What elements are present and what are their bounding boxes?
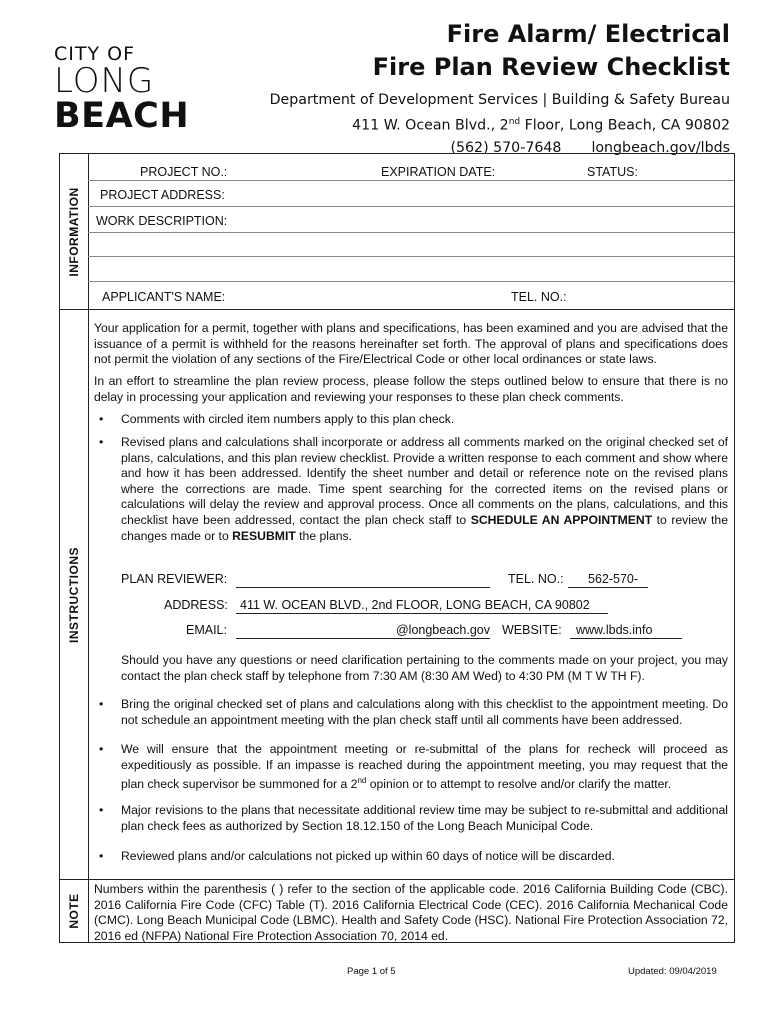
bullet-appointment: • We will ensure that the appointment meeting or re-submittal of the plans for recheck will proceed as expeditiously as possible. If an impasse is reached during the appointment meeting, you may request that the plan check supervisor be summoned for a 2nd opinion or to attempt to resolve and/or clarify the matter. [121, 742, 728, 793]
title-line-1: Fire Alarm/ Electrical [446, 20, 730, 48]
reviewer-tel-label: TEL. NO.: [508, 572, 564, 586]
note-tab: NOTE [60, 880, 89, 942]
intro-paragraph: Your application for a permit, together with plans and specifications, has been examined and you are advised that the issuance of a permit is withheld for the reasons hereinafter set forth. The approval of plans and specifications does not permit the violation of any sections of the Fire/Electrical Code or other local ordinances or state laws. [94, 321, 728, 367]
expiration-date-label: EXPIRATION DATE: [381, 165, 496, 179]
checklist-frame: INFORMATION PROJECT NO.: EXPIRATION DATE: STATUS: PROJECT ADDRESS: WORK DESCRIPTION: APPLICANT'S NAME: TEL. NO.: INSTRUCTIONS Your application for a permit, together with plans and specifications, has been examined and you are advised that the issuance of a permit is withheld for the reasons hereinafter set forth. The approval of plans and specifications does not permit the violation of any sections of the Fire/Electrical Code or other local ordinances or state laws. In an effort to streamline the plan review process, please follow the steps outlined below to ensure that there is no delay in processing your application and reviewing your responses to these plan check comments. • Comments with circled item numbers apply to this plan check. • Revised plans and calculations shall incorporate or address all comments marked on the original checked set of plans, calculations, and this plan review checklist. Provide a written response to each comment and show where and how it has been addressed. Identify the sheet number and detail or reference note on the revised plans where the corrections are made. Time spent searching for the corrected items on the revised plans or calculations will delay the review and approval process. Once all comments on the plans, calculations, and this checklist have been addressed, contact the plan check staff to SCHEDULE AN APPOINTMENT to review the changes made or to RESUBMIT the plans. PLAN REVIEWER: TEL. NO.: 562-570- ADDRESS: 411 W. OCEAN BLVD., 2nd FLOOR, LONG BEACH, CA 90802 EMAIL: @longbeach.gov WEBSITE: www.lbds.info Should you have any questions or need clarification pertaining to the comments made on your project, you may contact the plan check staff by telephone from 7:30 AM (8:30 AM Wed) to 4:30 PM (M T W TH F). • Bring the original checked set of plans and calculations along with this checklist to the appointment meeting. Do not schedule an appointment meeting with the plan check staff until all comments have been addressed. • We will ensure that the appointment meeting or re-submittal of the plans for recheck will proceed as expeditiously as possible. If an impasse is reached during the appointment meeting, you may request that the plan check supervisor be summoned for a 2nd opinion or to attempt to resolve and/or clarify the matter. • Major revisions to the plans that necessitate additional review time may be subject to re-submittal and additional plan check fees as authorized by Section 18.12.150 of the Long Beach Municipal Code. • Reviewed plans and/or calculations not picked up within 60 days of notice will be discarded. NOTE Numbers within the parenthesis ( ) refer to the section of the applicable code. 2016 California Building Code (CBC). 2016 California Fire Code (CFC) Table (T). 2016 California Electrical Code (CEC). 2016 California Mechanical Code (CMC). Long Beach Municipal Code (LBMC). Health and Safety Code (HSC). National Fire Protection Association 72, 2016 ed (NFPA) National Fire Protection Association 70, 2014 ed. [59, 153, 735, 943]
logo-line-1: CITY OF [54, 43, 136, 65]
updated-date: Updated: 09/04/2019 [628, 966, 717, 977]
instructions-tab: INSTRUCTIONS [60, 310, 89, 880]
phone-number: (562) 570-7648 [450, 139, 562, 156]
note-text: Numbers within the parenthesis ( ) refer to the section of the applicable code. 2016 California Building Code (CBC). 2016 California Fire Code (CFC) Table (T). 2016 California Electrical Code (CEC). 2016 California Mechanical Code (CMC). Long Beach Municipal Code (LBMC). Health and Safety Code (HSC). National Fire Protection Association 72, 2016 ed (NFPA) National Fire Protection Association 70, 2014 ed. [94, 882, 728, 943]
website-label: WEBSITE: [502, 623, 562, 637]
divider [88, 256, 734, 257]
reviewer-tel-field[interactable]: 562-570- [568, 572, 648, 588]
status-label: STATUS: [587, 165, 638, 179]
applicant-name-label: APPLICANT'S NAME: [102, 290, 226, 304]
project-row [88, 160, 734, 182]
bullet-circled-items: • Comments with circled item numbers apply to this plan check. [121, 412, 728, 428]
logo-line-3: BEACH [54, 96, 190, 136]
plan-reviewer-label: PLAN REVIEWER: [121, 572, 228, 586]
bullet-major-revisions: • Major revisions to the plans that necessitate additional review time may be subject to re-submittal and additional plan check fees as authorized by Section 18.12.150 of the Long Beach Municipal Code. [121, 803, 728, 834]
bullet-bring-plans: • Bring the original checked set of plans and calculations along with this checklist to the appointment meeting. Do not schedule an appointment meeting with the plan check staff until all comments have been addressed. [121, 697, 728, 728]
city-logo [54, 44, 194, 134]
document-header [270, 18, 730, 159]
project-no-label: PROJECT NO.: [140, 165, 228, 179]
bullet-revised-plans: • Revised plans and calculations shall incorporate or address all comments marked on the original checked set of plans, calculations, and this plan review checklist. Provide a written response to each comment and show where and how it has been addressed. Identify the sheet number and detail or reference note on the revised plans where the corrections are made. Time spent searching for the corrected items on the revised plans or calculations will delay the review and approval process. Once all comments on the plans, calculations, and this checklist have been addressed, contact the plan check staff to SCHEDULE AN APPOINTMENT to review the changes made or to RESUBMIT the plans. [121, 435, 728, 544]
divider [88, 206, 734, 207]
page-number: Page 1 of 5 [347, 966, 396, 977]
email-label: EMAIL: [186, 623, 227, 637]
logo-line-2: LONG [54, 61, 155, 101]
website-link[interactable]: longbeach.gov/lbds [591, 139, 730, 156]
title-line-2: Fire Plan Review Checklist [372, 53, 730, 81]
divider [88, 232, 734, 233]
reviewer-address-field[interactable]: 411 W. OCEAN BLVD., 2nd FLOOR, LONG BEACH, CA 90802 [236, 598, 608, 614]
divider [88, 281, 734, 282]
section-divider [60, 309, 734, 310]
department-line: Department of Development Services | Building & Safety Bureau [269, 92, 730, 108]
applicant-tel-label: TEL. NO.: [511, 290, 567, 304]
reviewer-email-field[interactable]: @longbeach.gov [236, 623, 490, 639]
divider [88, 180, 734, 181]
section-divider [60, 879, 734, 880]
bullet-discard-notice: • Reviewed plans and/or calculations not picked up within 60 days of notice will be discarded. [121, 849, 728, 865]
address-line: 411 W. Ocean Blvd., 2nd Floor, Long Beach, CA 90802 [352, 117, 730, 134]
streamline-paragraph: In an effort to streamline the plan review process, please follow the steps outlined below to ensure that there is no delay in processing your application and reviewing your responses to these plan check comments. [94, 374, 728, 404]
reviewer-website-field[interactable]: www.lbds.info [570, 623, 682, 639]
questions-paragraph: Should you have any questions or need clarification pertaining to the comments made on your project, you may contact the plan check staff by telephone from 7:30 AM (8:30 AM Wed) to 4:30 PM (M T W TH F). [121, 653, 728, 683]
information-tab: INFORMATION [60, 154, 89, 310]
address-label: ADDRESS: [164, 598, 228, 612]
plan-reviewer-field[interactable] [236, 572, 490, 588]
